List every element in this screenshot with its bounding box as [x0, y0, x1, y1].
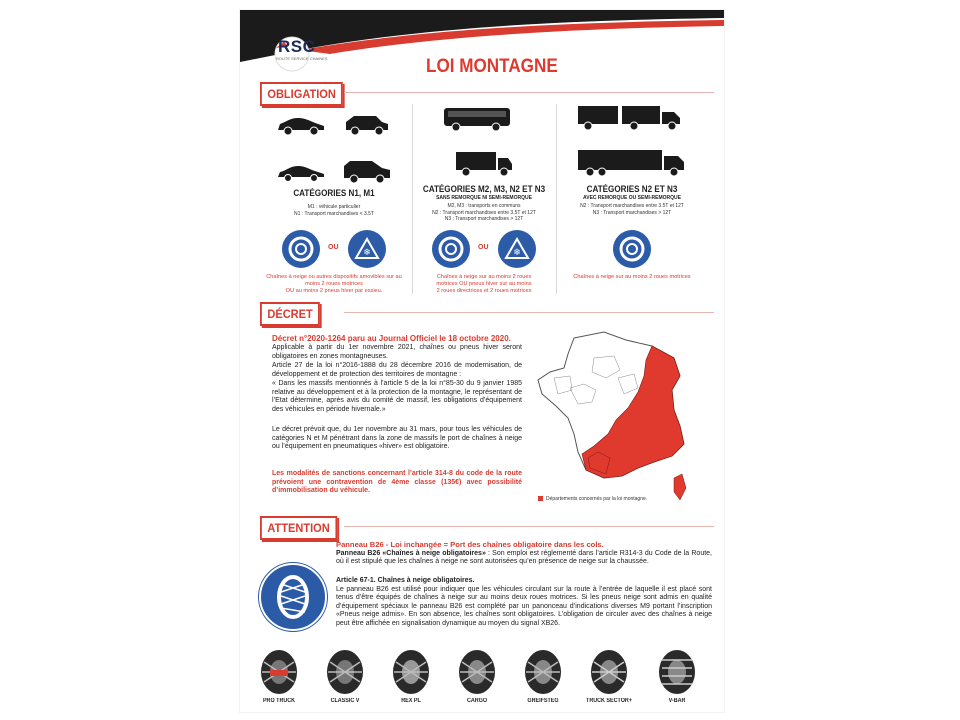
section-decret: DÉCRET [260, 302, 320, 326]
map-legend: Départements concernés par la loi montagne. [538, 496, 647, 502]
decret-paragraph: « Dans les massifs mentionnés à l’article 5 de la loi n°85-30 du 9 janvier 1985 relative au développement et à la protection de la montagne, le représentant de l’Etat détermine, après avis du comité de massif, les obligations d’équipement des véhicules en période hivernale.» [272, 380, 522, 413]
chain-label: CARGO [466, 698, 488, 704]
sports-car-icon [276, 162, 326, 182]
truck-trailer-icon [576, 104, 684, 134]
column-divider [556, 104, 557, 294]
or-label: OU [328, 244, 339, 251]
chain-product [386, 648, 436, 710]
truck-icon [454, 150, 514, 178]
chain-label: GREIFSTEG [527, 698, 559, 704]
suv-icon [344, 112, 390, 136]
category-subtitle: SANS REMORQUE NI SEMI-REMORQUE [436, 195, 532, 201]
winter-tire-icon [498, 230, 536, 268]
chain-product [584, 648, 634, 710]
category-note: Chaînes à neige sur au moins 2 roues motrices OU pneus hiver sur au moins 2 roues directrices et 2 roues motrices [436, 274, 532, 294]
section-divider [344, 312, 714, 313]
category-desc: M2, M3 : transports en communs N2 : Transport marchandises entre 3.5T et 12T N3 : Transport marchandises > 12T [432, 203, 536, 223]
chain-products [254, 648, 714, 710]
tire-chain-icon [588, 648, 630, 696]
category-desc: M1 : véhicule particulier N1 : Transport marchandises < 3.5T [294, 204, 374, 217]
tire-chain-icon [324, 648, 366, 696]
category-title: CATÉGORIES N1, M1 [293, 188, 375, 198]
decret-sanction: Les modalités de sanctions concernant l’article 314-8 du code de la route prévoient une contravention de 4ème classe (135€) avec possibilité d’immobilisation du véhicule. [272, 470, 522, 495]
attention-paragraph: Panneau B26 «Chaînes à neige obligatoires» : Son emploi est réglementé dans l’article R314-3 du Code de la Route, où il est stipulé que les chaînes à neige ne sont autorisées qu’en présence de neige sur la chaussée. [336, 550, 712, 566]
section-divider [344, 92, 714, 93]
van-icon [342, 158, 392, 184]
page-title: LOI MONTAGNE [426, 56, 558, 77]
svg-text:❄: ❄ [513, 248, 521, 258]
column-divider [412, 104, 413, 294]
category-desc: N2 : Transport marchandises entre 3.5T et 12T N3 : Transport marchandises > 12T [580, 203, 684, 216]
chain-label: TRUCK SECTOR+ [586, 698, 632, 704]
category-column-3 [562, 102, 702, 292]
decret-paragraph: Article 27 de la loi n°2016-1888 du 28 décembre 2016 de modernisation, de développement et de protection des territoires de montagne : [272, 362, 522, 378]
car-icon [274, 114, 328, 136]
chain-label: PRO TRUCK [262, 698, 296, 704]
tire-chain-icon [656, 648, 698, 696]
document-page [240, 10, 724, 712]
category-note: Chaînes à neige ou autres dispositifs amovibles sur au moins 2 roues motrices OU au moins 2 pneus hiver par essieu. [266, 274, 402, 294]
category-column-2 [414, 102, 554, 292]
tire-chain-icon [258, 648, 300, 696]
logo-text: RSC [278, 37, 316, 56]
chain-product [518, 648, 568, 710]
category-column-1 [264, 102, 404, 292]
or-label: OU [478, 244, 489, 251]
france-map [534, 328, 694, 508]
section-divider [344, 526, 714, 527]
logo-subtitle: ROUTE SERVICE CHAINES [276, 56, 328, 61]
legend-swatch [538, 496, 543, 501]
section-obligation: OBLIGATION [260, 82, 343, 106]
category-title: CATÉGORIES N2 ET N3 [586, 184, 678, 194]
attention-paragraph: Le panneau B26 est utilisé pour indiquer que les véhicules circulant sur la route à l’entrée de laquelle il est placé sont tenus d’être équipés de chaînes à neige sur au moins deux roues motrices. Si les pneus neige sont admis en qualité d’équipement spéciaux le panneau B26 est complété par un panonceau d’indications diverses M9 portant l’inscription «Pneus neige admis». En son absence, les chaînes sont obligatoires. L’obligation de circuler avec des chaînes à neige peut être affichée en signalisation dynamique au moyen du signal XB26. [336, 586, 712, 627]
category-note: Chaînes à neige sur au moins 2 roues motrices [573, 274, 691, 280]
chain-product [452, 648, 502, 710]
chain-icon [282, 230, 320, 268]
attention-title: Panneau B26 - Loi inchangée = Port des chaînes obligatoire dans les cols. [336, 540, 604, 549]
chain-product [320, 648, 370, 710]
semi-trailer-icon [576, 148, 688, 180]
svg-text:❄: ❄ [363, 248, 371, 258]
chain-icon [432, 230, 470, 268]
decret-title: Décret n°2020-1264 paru au Journal Officiel le 18 octobre 2020. [272, 334, 511, 343]
decret-paragraph: Applicable à partir du 1er novembre 2021, chaînes ou pneus hiver seront obligatoires en zones montagneuses. [272, 344, 522, 360]
tire-chain-icon [522, 648, 564, 696]
category-title: CATÉGORIES M2, M3, N2 ET N3 [422, 184, 546, 194]
decret-paragraph: Le décret prévoit que, du 1er novembre au 31 mars, pour tous les véhicules de catégories N et M pénétrant dans la zone de massifs le port de chaînes à neige ou l’équipement en pneumatiques «hiver» est obligatoire. [272, 426, 522, 451]
category-subtitle: AVEC REMORQUE OU SEMI-REMORQUE [583, 195, 681, 201]
chain-product [652, 648, 702, 710]
winter-tire-icon [348, 230, 386, 268]
tire-chain-icon [456, 648, 498, 696]
section-attention: ATTENTION [260, 516, 337, 540]
chain-icon [613, 230, 651, 268]
b26-sign-icon [258, 562, 328, 632]
bus-icon [442, 106, 512, 132]
chain-label: REX PL [401, 698, 421, 704]
chain-product [254, 648, 304, 710]
chain-label: V-BAR [668, 698, 686, 704]
attention-article-title: Article 67-1. Chaînes à neige obligatoires. [336, 577, 475, 584]
chain-label: CLASSIC V [330, 698, 360, 704]
tire-chain-icon [390, 648, 432, 696]
